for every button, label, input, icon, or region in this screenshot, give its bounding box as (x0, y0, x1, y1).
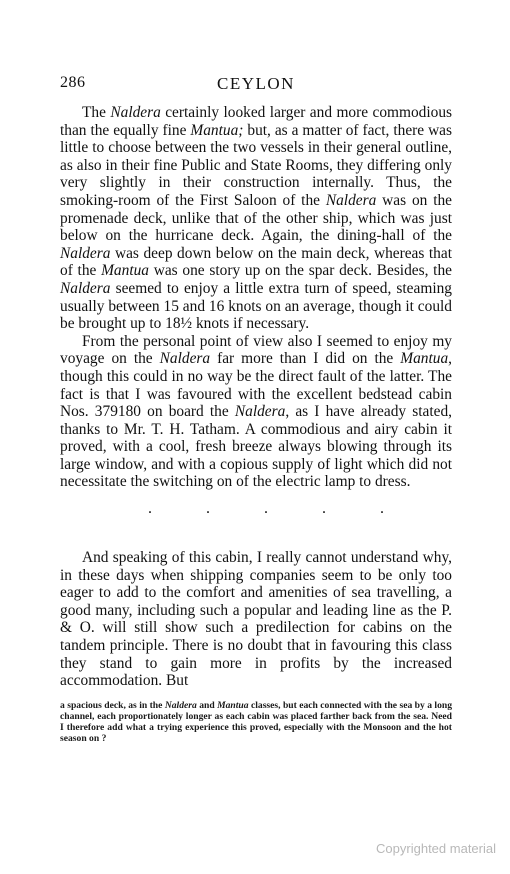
section-break-ornament (60, 501, 452, 517)
paragraph-2 (60, 333, 452, 491)
text-run: a spacious deck, as in the (60, 699, 165, 711)
italic-text: Naldera (325, 191, 377, 209)
ornament-dot: . (206, 500, 210, 518)
copyright-watermark: Copyrighted material (376, 841, 496, 856)
book-page (60, 74, 452, 744)
italic-text: Naldera (159, 350, 211, 368)
italic-text: Naldera (164, 699, 197, 711)
body-text-bottom (60, 549, 452, 690)
text-run: was deep down below on the main deck, whereas that of the (60, 244, 452, 280)
text-run: seemed to enjoy a little extra turn of speed, steaming usually between 15 and 16 knots on an average, though it could be brought up to 18½ knots if necessary. (60, 279, 452, 333)
italic-text: Naldera (60, 244, 111, 262)
italic-text: Mantua (217, 699, 249, 711)
italic-text: Mantua (400, 350, 449, 368)
italic-text: Naldera (110, 104, 161, 121)
text-run: , though this could in no way be the direct fault of the latter. The fact is that I was favoured with the excellent bedstead cabin Nos. 379180 on board the (60, 350, 453, 421)
text-run: was one story up on the spar deck. Besides, the (149, 262, 452, 280)
italic-text: Naldera (234, 403, 286, 421)
italic-text: Mantua; (190, 121, 244, 139)
text-run: The (82, 104, 111, 121)
paragraph-3 (60, 549, 452, 690)
footnote (60, 700, 452, 744)
text-run: , as I have already stated, thanks to Mr. T. H. Tatham. A commodious and airy cabin it proved, with a cool, fresh breeze always blowing through its large window, and with a copious supply of light which did not necessitate the switching on of the electric lamp to dress. (60, 403, 452, 491)
text-run: far more than I did on the (210, 350, 401, 368)
text-run: and (196, 699, 218, 711)
text-run: certainly looked larger and more commodious than the equally fine (60, 104, 453, 139)
italic-text: Naldera (60, 279, 111, 297)
ornament-dot: . (264, 500, 268, 518)
page-number: 286 (60, 74, 86, 91)
text-run: was on the promenade deck, unlike that of the other ship, which was just below on the hurricane deck. Again, the dining-hall of the (60, 191, 452, 245)
running-head: CEYLON (217, 74, 295, 93)
italic-text: Mantua (101, 262, 149, 280)
text-run: classes, but each connected with the sea by a long channel, each proportionately longer as each cabin was placed farther back from the sea. Need I therefore add what a trying experience this proved, especially with the Monsoon and the hot season on ? (60, 699, 452, 744)
paragraph-1 (60, 104, 452, 333)
text-run: From the personal point of view also I seemed to enjoy my voyage on the (60, 332, 452, 368)
page-header (60, 74, 452, 98)
ornament-dot: . (148, 500, 152, 518)
ornament-dot: . (380, 500, 384, 518)
ornament-dot: . (322, 500, 326, 518)
body-text-top (60, 104, 452, 491)
text-run: but, as a matter of fact, there was little to choose between the two vessels in their general outline, as also in their fine Public and State Rooms, they differing only very slightly in their construction internally. Thus, the smoking-room of the First Saloon of the (60, 121, 453, 209)
text-run: And speaking of this cabin, I really cannot understand why, in these days when shipping companies seem to be only too eager to add to the comfort and amenities of sea travelling, a good many, including such a popular and leading line as the P. & O. will still show such a predilection for cabins on the tandem principle. There is no doubt that in favouring this class they stand to gain more in profits by the increased accommodation. But (60, 549, 452, 690)
